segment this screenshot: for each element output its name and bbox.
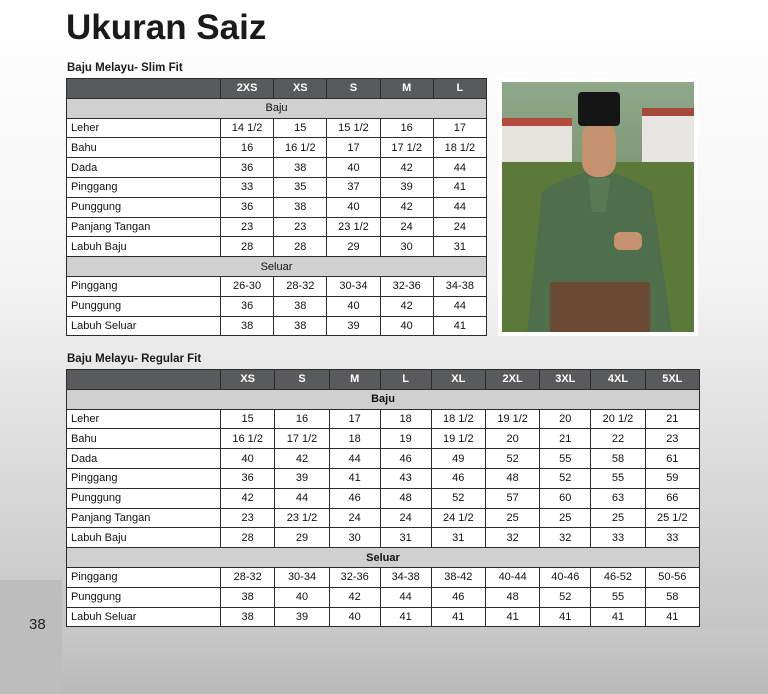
size-column-header: S <box>275 370 329 390</box>
table-cell: 22 <box>591 429 645 449</box>
header-row <box>67 79 487 99</box>
table-cell: 36 <box>221 158 274 178</box>
row-label: Dada <box>67 449 221 469</box>
table-cell: 41 <box>380 607 431 627</box>
table-cell: 31 <box>431 528 485 548</box>
table-cell: 58 <box>591 449 645 469</box>
size-column-header: L <box>433 79 486 99</box>
table-cell: 52 <box>485 449 539 469</box>
table-cell: 46 <box>431 587 485 607</box>
table-cell: 16 1/2 <box>274 138 327 158</box>
row-label: Punggung <box>67 488 221 508</box>
table-row <box>67 488 700 508</box>
size-column-header: S <box>327 79 380 99</box>
table-cell: 39 <box>275 468 329 488</box>
table-cell: 39 <box>380 177 433 197</box>
section-baju <box>67 98 487 118</box>
table-cell: 40 <box>275 587 329 607</box>
table-cell: 36 <box>221 197 274 217</box>
size-column-header: M <box>380 79 433 99</box>
table-cell: 38 <box>274 316 327 336</box>
section-baju-label: Baju <box>67 98 487 118</box>
table-cell: 21 <box>645 409 699 429</box>
table-cell: 41 <box>540 607 591 627</box>
table-cell: 32 <box>485 528 539 548</box>
table-cell: 44 <box>433 296 486 316</box>
row-label: Bahu <box>67 138 221 158</box>
size-column-header: 4XL <box>591 370 645 390</box>
slim-fit-title: Baju Melayu- Slim Fit <box>67 62 183 74</box>
size-column-header: 2XL <box>485 370 539 390</box>
table-cell: 29 <box>327 237 380 257</box>
table-cell: 57 <box>485 488 539 508</box>
section-seluar <box>67 257 487 277</box>
row-label: Dada <box>67 158 221 178</box>
table-cell: 23 <box>221 217 274 237</box>
table-cell: 36 <box>221 468 275 488</box>
table-cell: 17 <box>433 118 486 138</box>
row-label: Panjang Tangan <box>67 508 221 528</box>
table-cell: 38 <box>274 296 327 316</box>
table-cell: 39 <box>327 316 380 336</box>
table-cell: 24 <box>380 217 433 237</box>
table-row <box>67 607 700 627</box>
table-cell: 44 <box>329 449 380 469</box>
table-cell: 40-46 <box>540 567 591 587</box>
table-cell: 42 <box>329 587 380 607</box>
table-cell: 49 <box>431 449 485 469</box>
table-cell: 18 <box>380 409 431 429</box>
table-cell: 48 <box>485 468 539 488</box>
table-cell: 30-34 <box>275 567 329 587</box>
table-cell: 33 <box>591 528 645 548</box>
table-cell: 40 <box>327 197 380 217</box>
model-photo-image <box>502 82 694 332</box>
table-cell: 44 <box>433 197 486 217</box>
table-row <box>67 429 700 449</box>
table-cell: 52 <box>540 468 591 488</box>
table-cell: 55 <box>591 468 645 488</box>
table-cell: 34-38 <box>380 567 431 587</box>
row-label: Punggung <box>67 197 221 217</box>
table-cell: 32-36 <box>380 276 433 296</box>
table-cell: 30 <box>329 528 380 548</box>
table-cell: 28-32 <box>274 276 327 296</box>
table-cell: 15 <box>221 409 275 429</box>
size-column-header: XS <box>221 370 275 390</box>
page-tab <box>0 580 62 694</box>
table-cell: 42 <box>275 449 329 469</box>
table-cell: 46-52 <box>591 567 645 587</box>
regular-fit-title: Baju Melayu- Regular Fit <box>67 353 202 365</box>
section-seluar-label: Seluar <box>67 548 700 568</box>
table-cell: 18 <box>329 429 380 449</box>
header-blank-cell <box>67 79 221 99</box>
table-cell: 38 <box>274 197 327 217</box>
table-cell: 17 1/2 <box>275 429 329 449</box>
row-label: Pinggang <box>67 276 221 296</box>
table-cell: 60 <box>540 488 591 508</box>
table-cell: 23 <box>274 217 327 237</box>
table-row <box>67 567 700 587</box>
table-row <box>67 197 487 217</box>
table-cell: 40 <box>329 607 380 627</box>
table-cell: 61 <box>645 449 699 469</box>
row-label: Pinggang <box>67 177 221 197</box>
table-row <box>67 217 487 237</box>
row-label: Labuh Seluar <box>67 316 221 336</box>
table-cell: 20 <box>540 409 591 429</box>
table-cell: 17 <box>327 138 380 158</box>
table-cell: 14 1/2 <box>221 118 274 138</box>
table-cell: 18 1/2 <box>433 138 486 158</box>
header-blank-cell <box>67 370 221 390</box>
size-column-header: 2XS <box>221 79 274 99</box>
table-cell: 48 <box>380 488 431 508</box>
table-cell: 23 <box>645 429 699 449</box>
table-cell: 16 1/2 <box>221 429 275 449</box>
table-row <box>67 158 487 178</box>
table-cell: 42 <box>380 158 433 178</box>
row-label: Punggung <box>67 296 221 316</box>
table-cell: 20 1/2 <box>591 409 645 429</box>
size-column-header: XS <box>274 79 327 99</box>
page-title: Ukuran Saiz <box>66 8 267 47</box>
table-row <box>67 138 487 158</box>
table-cell: 32-36 <box>329 567 380 587</box>
table-cell: 41 <box>591 607 645 627</box>
table-cell: 34-38 <box>433 276 486 296</box>
table-cell: 41 <box>433 316 486 336</box>
table-cell: 30 <box>380 237 433 257</box>
table-row <box>67 468 700 488</box>
table-cell: 20 <box>485 429 539 449</box>
row-label: Panjang Tangan <box>67 217 221 237</box>
table-cell: 25 1/2 <box>645 508 699 528</box>
table-cell: 28 <box>274 237 327 257</box>
table-cell: 52 <box>431 488 485 508</box>
section-seluar <box>67 548 700 568</box>
table-row <box>67 528 700 548</box>
section-baju <box>67 389 700 409</box>
table-cell: 55 <box>540 449 591 469</box>
table-row <box>67 177 487 197</box>
table-cell: 44 <box>380 587 431 607</box>
table-cell: 16 <box>275 409 329 429</box>
row-label: Leher <box>67 118 221 138</box>
size-column-header: XL <box>431 370 485 390</box>
table-cell: 41 <box>433 177 486 197</box>
table-cell: 19 1/2 <box>431 429 485 449</box>
table-cell: 55 <box>591 587 645 607</box>
row-label: Pinggang <box>67 468 221 488</box>
table-cell: 31 <box>380 528 431 548</box>
table-row <box>67 276 487 296</box>
table-cell: 25 <box>591 508 645 528</box>
table-cell: 24 <box>433 217 486 237</box>
table-cell: 41 <box>431 607 485 627</box>
table-cell: 23 1/2 <box>327 217 380 237</box>
table-cell: 44 <box>275 488 329 508</box>
table-cell: 41 <box>645 607 699 627</box>
row-label: Pinggang <box>67 567 221 587</box>
table-cell: 16 <box>380 118 433 138</box>
table-cell: 25 <box>485 508 539 528</box>
table-cell: 50-56 <box>645 567 699 587</box>
table-cell: 40 <box>327 296 380 316</box>
table-row <box>67 296 487 316</box>
table-cell: 40-44 <box>485 567 539 587</box>
table-cell: 28 <box>221 528 275 548</box>
table-cell: 23 1/2 <box>275 508 329 528</box>
table-cell: 52 <box>540 587 591 607</box>
table-cell: 17 1/2 <box>380 138 433 158</box>
table-cell: 43 <box>380 468 431 488</box>
table-cell: 15 1/2 <box>327 118 380 138</box>
table-cell: 31 <box>433 237 486 257</box>
size-column-header: M <box>329 370 380 390</box>
table-cell: 18 1/2 <box>431 409 485 429</box>
table-cell: 28 <box>221 237 274 257</box>
table-cell: 29 <box>275 528 329 548</box>
table-cell: 40 <box>380 316 433 336</box>
table-cell: 21 <box>540 429 591 449</box>
size-column-header: L <box>380 370 431 390</box>
table-cell: 41 <box>329 468 380 488</box>
table-cell: 33 <box>221 177 274 197</box>
page-number: 38 <box>29 616 46 633</box>
section-seluar-label: Seluar <box>67 257 487 277</box>
table-cell: 25 <box>540 508 591 528</box>
table-cell: 35 <box>274 177 327 197</box>
table-row <box>67 237 487 257</box>
header-row <box>67 370 700 390</box>
table-cell: 48 <box>485 587 539 607</box>
table-cell: 15 <box>274 118 327 138</box>
table-cell: 66 <box>645 488 699 508</box>
table-cell: 42 <box>380 197 433 217</box>
table-row <box>67 508 700 528</box>
size-column-header: 3XL <box>540 370 591 390</box>
slim-fit-table <box>66 78 487 336</box>
table-cell: 37 <box>327 177 380 197</box>
bottom-band <box>62 630 768 694</box>
table-cell: 40 <box>327 158 380 178</box>
table-row <box>67 587 700 607</box>
row-label: Labuh Seluar <box>67 607 221 627</box>
table-cell: 63 <box>591 488 645 508</box>
table-cell: 40 <box>221 449 275 469</box>
section-baju-label: Baju <box>67 389 700 409</box>
table-row <box>67 449 700 469</box>
table-cell: 46 <box>329 488 380 508</box>
table-row <box>67 316 487 336</box>
table-row <box>67 118 487 138</box>
table-cell: 41 <box>485 607 539 627</box>
table-cell: 32 <box>540 528 591 548</box>
table-cell: 30-34 <box>327 276 380 296</box>
table-cell: 39 <box>275 607 329 627</box>
table-cell: 38 <box>221 607 275 627</box>
table-cell: 28-32 <box>221 567 275 587</box>
table-cell: 23 <box>221 508 275 528</box>
table-cell: 17 <box>329 409 380 429</box>
table-cell: 24 1/2 <box>431 508 485 528</box>
regular-fit-table <box>66 369 700 627</box>
table-cell: 59 <box>645 468 699 488</box>
table-cell: 46 <box>431 468 485 488</box>
table-row <box>67 409 700 429</box>
table-cell: 38 <box>221 587 275 607</box>
table-cell: 42 <box>380 296 433 316</box>
row-label: Labuh Baju <box>67 237 221 257</box>
row-label: Bahu <box>67 429 221 449</box>
table-cell: 46 <box>380 449 431 469</box>
table-cell: 24 <box>329 508 380 528</box>
table-cell: 38 <box>221 316 274 336</box>
table-cell: 38-42 <box>431 567 485 587</box>
size-column-header: 5XL <box>645 370 699 390</box>
row-label: Leher <box>67 409 221 429</box>
table-cell: 58 <box>645 587 699 607</box>
table-cell: 42 <box>221 488 275 508</box>
table-cell: 26-30 <box>221 276 274 296</box>
table-cell: 19 1/2 <box>485 409 539 429</box>
table-cell: 44 <box>433 158 486 178</box>
table-cell: 24 <box>380 508 431 528</box>
model-photo <box>498 78 698 336</box>
table-cell: 19 <box>380 429 431 449</box>
table-cell: 36 <box>221 296 274 316</box>
table-cell: 38 <box>274 158 327 178</box>
table-cell: 16 <box>221 138 274 158</box>
row-label: Punggung <box>67 587 221 607</box>
table-cell: 33 <box>645 528 699 548</box>
row-label: Labuh Baju <box>67 528 221 548</box>
